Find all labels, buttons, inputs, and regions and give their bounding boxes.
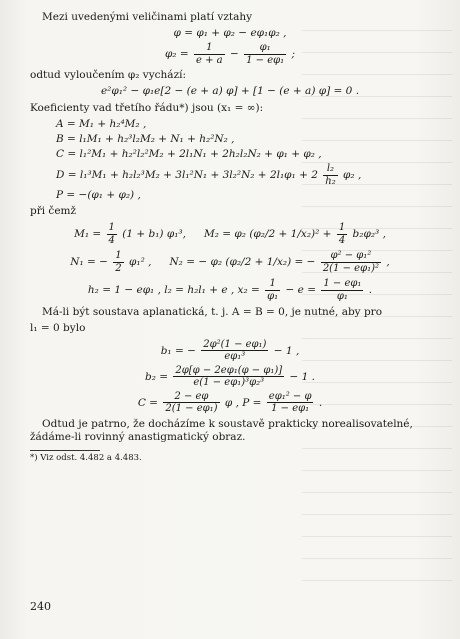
M2-fraction (337, 222, 347, 246)
P-fraction (267, 391, 314, 415)
N1-rest: φ₁² , (129, 256, 152, 269)
x2-f2-denominator: φ₁ (336, 290, 348, 302)
M2-lhs: M₂ = φ₂ (203, 228, 246, 241)
eq2-f1-numerator: 1 (194, 42, 225, 55)
N1-denominator: 2 (115, 262, 122, 274)
C-numerator: 2 − eφ (163, 391, 219, 404)
footnote: *) Viz odst. 4.482 a 4.483. (30, 452, 142, 463)
where-text: při čemž (30, 205, 77, 218)
eqD-main: D = l₁³M₁ + h₂l₂³M₂ + 3l₁²N₁ + 3l₂²N₂ + 2l₁φ₁ + 2 (56, 169, 318, 181)
b2-fraction (173, 365, 284, 389)
equation-N-row (30, 250, 430, 274)
C-fraction (163, 391, 219, 415)
b1-rest: − 1 , (273, 344, 300, 357)
M1-numerator: 1 (108, 222, 115, 234)
eqD-end: φ₂ , (343, 169, 362, 181)
intro-text: Mezi uvedenými veličinami platí vztahy (42, 11, 253, 23)
P-denominator: 1 − eφ₁ (271, 403, 310, 414)
equation-h2-row (30, 278, 430, 302)
eq2-f2-numerator: φ₁ (244, 42, 286, 55)
equation-P: P = −(φ₁ + φ₂) , (56, 189, 141, 201)
equation-A: A = M₁ + h₂⁴M₂ , (56, 117, 147, 130)
C-denominator: 2(1 − eφ₁) (165, 403, 218, 414)
N2-denominator: 2(1 − eφ₁)² (322, 262, 380, 274)
page-content (30, 8, 430, 463)
x2-f2-numerator: 1 − eφ₁ (323, 278, 362, 290)
page-number: 240 (30, 600, 51, 613)
b2-denominator: e(1 − eφ₁)³φ₂³ (193, 377, 265, 388)
eq2-fraction-2 (244, 42, 286, 66)
eq2-end: ; (291, 48, 296, 61)
aplanatic-text-2: l₁ = 0 bylo (30, 322, 86, 335)
equation-C-P (30, 391, 430, 415)
N1-fraction (113, 250, 123, 274)
M1-rest: (1 + b₁) φ₁³, (122, 228, 186, 241)
M2-numerator: 1 (338, 222, 346, 234)
P-numerator: eφ₁² − φ (268, 390, 312, 402)
C-mid: φ , P = (224, 396, 262, 409)
P-end: . (318, 396, 323, 409)
equation-phi2 (30, 42, 430, 66)
N1-numerator: 1 (115, 250, 122, 262)
M2-denominator: 4 (338, 234, 346, 246)
equation-C: C = l₁²M₁ + h₂²l₂²M₂ + 2l₁N₁ + 2h₂l₂N₂ + φ₁ + φ₂ , (56, 147, 322, 160)
h2-text: h₂ = 1 − eφ₁ , l₂ = h₂l₁ + e , x₂ = (87, 284, 260, 297)
x2-mid: − e = (285, 284, 317, 297)
eqD-fraction (323, 163, 337, 187)
x2-end: . (368, 284, 373, 297)
eq2-minus: − (229, 48, 239, 61)
b2-lhs: b₂ = (144, 370, 169, 383)
x2-fraction-1 (265, 278, 280, 302)
M1-fraction (107, 222, 117, 246)
footnote-rule (30, 450, 100, 451)
N2-fraction (321, 250, 381, 274)
b1-fraction (201, 339, 268, 363)
N2-lhs: N₂ = − φ₂ (169, 256, 223, 269)
elimination-text: odtud vyloučením φ₂ vychází: (30, 69, 186, 82)
M2-rest: b₂φ₂³ , (352, 228, 386, 241)
conclusion-text: Odtud je patrno, že docházíme k soustavě prakticky norealisovatelné, žádáme-li rovinný anastigmatický obraz. (30, 417, 413, 443)
equation-phi: φ = φ₁ + φ₂ − eφ₁φ₂ , (173, 27, 287, 40)
b2-numerator: 2φ[φ − 2eφ₁(φ − φ₁)] (175, 364, 283, 376)
b1-denominator: eφ₁³ (224, 351, 246, 362)
N2-group (169, 250, 389, 274)
b1-numerator: 2φ²(1 − eφ₁) (203, 338, 267, 350)
N1-lhs: N₁ = − (70, 256, 108, 269)
b1-lhs: b₁ = − (160, 344, 196, 357)
equation-B: B = l₁M₁ + h₂³l₂M₂ + N₁ + h₂²N₂ , (56, 132, 235, 145)
N2-end: , (386, 256, 390, 269)
eq2-lhs: φ₂ = (164, 48, 189, 61)
x2-f1-denominator: φ₁ (267, 290, 279, 302)
h2-group (88, 278, 372, 302)
eqD-denominator: h₂ (325, 175, 336, 187)
N2-inner: (φ₂/2 + 1/x₂) = − (225, 256, 316, 269)
M1-group (74, 222, 186, 246)
equation-D (30, 163, 430, 187)
x2-f1-numerator: 1 (265, 278, 280, 291)
equation-M-row (30, 222, 430, 246)
b2-rest: − 1 . (289, 370, 315, 383)
M1-lhs: M₁ = (74, 228, 102, 241)
N1-group (70, 250, 151, 274)
equation-quadratic: e²φ₁² − φ₁e[2 − (e + a) φ] + [1 − (e + a) φ] = 0 . (100, 85, 360, 98)
eq2-f1-denominator: e + a (196, 54, 223, 66)
equation-b1 (30, 339, 430, 363)
M2-group (204, 222, 386, 246)
equation-b2 (30, 365, 430, 389)
M2-inner: (φ₂/2 + 1/x₂)² + (249, 228, 332, 241)
eq2-fraction-1 (194, 42, 225, 66)
eq2-f2-denominator: 1 − eφ₁ (246, 54, 285, 66)
aplanatic-text: Má-li být soustava aplanatická, t. j. A = B = 0, je nutné, aby pro (42, 306, 383, 319)
M1-denominator: 4 (108, 234, 115, 246)
x2-fraction-2 (321, 278, 363, 302)
coefficients-text: Koeficienty vad třetího řádu*) jsou (x₁ = ∞): (30, 101, 264, 114)
eqD-numerator: l₂ (323, 163, 337, 176)
N2-numerator: φ² − φ₁² (321, 250, 381, 263)
C-lhs: C = (137, 396, 158, 409)
